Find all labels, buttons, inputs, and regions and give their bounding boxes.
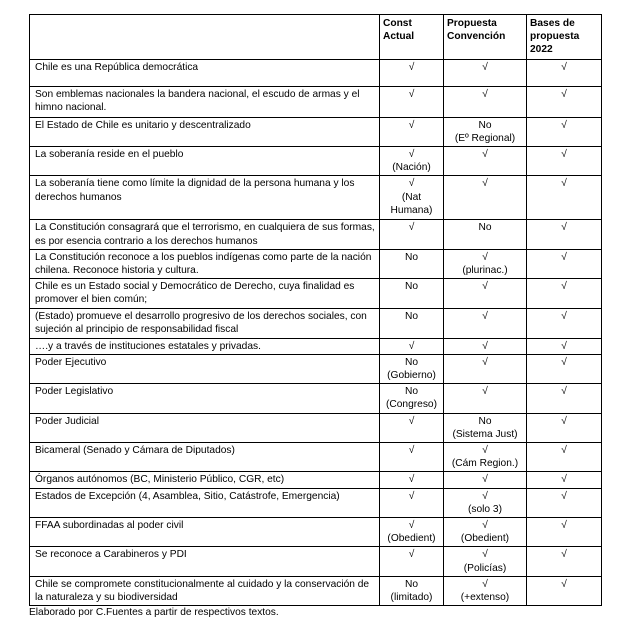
- table-row: [30, 518, 602, 547]
- row-statement: Estados de Excepción (4, Asamblea, Sitio, Catástrofe, Emergencia): [30, 488, 380, 517]
- cell-c3: [444, 86, 527, 117]
- table-row: [30, 354, 602, 383]
- cell-value: √: [408, 149, 415, 161]
- row-statement: La Constitución consagrará que el terrorismo, en cualquiera de sus formas, es por esencia contrario a los derechos humanos: [30, 220, 380, 249]
- cell-c4: [527, 59, 602, 86]
- cell-c2: [380, 249, 444, 278]
- table-row: [30, 576, 602, 605]
- row-statement: Son emblemas nacionales la bandera nacional, el escudo de armas y el himno nacional.: [30, 86, 380, 117]
- cell-value: No: [478, 119, 492, 131]
- cell-value: √: [561, 340, 567, 352]
- cell-value: √: [482, 474, 488, 486]
- cell-value: √: [482, 149, 488, 161]
- cell-c4: [527, 308, 602, 338]
- cell-value: √: [408, 88, 415, 100]
- cell-c2: [380, 518, 444, 547]
- cell-value: No: [478, 415, 492, 427]
- cell-c2: [380, 147, 444, 176]
- cell-value: √: [561, 251, 567, 263]
- cell-c4: [527, 249, 602, 278]
- cell-note: (Nación): [392, 162, 431, 174]
- cell-c2: [380, 176, 444, 220]
- cell-note: (Eº Regional): [454, 132, 516, 144]
- cell-value: √: [482, 578, 488, 590]
- cell-c3: [444, 547, 527, 576]
- cell-c4: [527, 413, 602, 442]
- table-row: [30, 338, 602, 354]
- cell-c4: [527, 279, 602, 308]
- cell-c3: [444, 338, 527, 354]
- cell-c4: [527, 220, 602, 249]
- cell-note: (Policías): [463, 562, 507, 574]
- cell-c4: [527, 472, 602, 488]
- cell-value: No: [404, 386, 419, 398]
- table-row: [30, 384, 602, 413]
- cell-c2: [380, 384, 444, 413]
- cell-c3: [444, 117, 527, 146]
- cell-c4: [527, 354, 602, 383]
- cell-value: √: [408, 340, 415, 352]
- cell-value: No: [404, 356, 419, 368]
- cell-value: No: [404, 310, 419, 322]
- row-statement: El Estado de Chile es unitario y descentralizado: [30, 117, 380, 146]
- cell-value: √: [561, 490, 567, 502]
- cell-note: (Cám Region.): [451, 458, 519, 470]
- row-statement: La soberanía reside en el pueblo: [30, 147, 380, 176]
- cell-c4: [527, 547, 602, 576]
- cell-c2: [380, 59, 444, 86]
- cell-value: √: [561, 474, 567, 486]
- table-row: [30, 279, 602, 308]
- table-row: [30, 488, 602, 517]
- cell-c4: [527, 576, 602, 605]
- cell-value: √: [561, 445, 567, 457]
- cell-value: No: [404, 251, 419, 263]
- table-row: [30, 308, 602, 338]
- row-statement: Bicameral (Senado y Cámara de Diputados): [30, 443, 380, 472]
- cell-value: √: [408, 474, 415, 486]
- cell-value: √: [482, 356, 488, 368]
- row-statement: Chile es un Estado social y Democrático de Derecho, cuya finalidad es promover el bien común;: [30, 279, 380, 308]
- cell-value: √: [561, 310, 567, 322]
- row-statement: La soberanía tiene como límite la dignidad de la persona humana y los derechos humanos: [30, 176, 380, 220]
- cell-value: √: [482, 445, 488, 457]
- cell-c4: [527, 117, 602, 146]
- cell-value: √: [561, 386, 567, 398]
- cell-value: √: [408, 178, 415, 190]
- cell-value: √: [482, 549, 488, 561]
- table-row: [30, 220, 602, 249]
- cell-note: (Gobierno): [387, 370, 436, 382]
- cell-c2: [380, 413, 444, 442]
- cell-c2: [380, 576, 444, 605]
- row-statement: ….y a través de instituciones estatales y privadas.: [30, 338, 380, 354]
- cell-c3: [444, 220, 527, 249]
- cell-c3: [444, 576, 527, 605]
- document-page: [29, 14, 601, 618]
- cell-value: √: [482, 490, 488, 502]
- cell-value: √: [408, 549, 415, 561]
- row-statement: Poder Judicial: [30, 413, 380, 442]
- cell-value: √: [482, 178, 488, 190]
- cell-c3: [444, 443, 527, 472]
- table-row: [30, 86, 602, 117]
- cell-c2: [380, 547, 444, 576]
- row-statement: (Estado) promueve el desarrollo progresivo de los derechos sociales, con sujeción al principio de responsabilidad fiscal: [30, 308, 380, 338]
- cell-c3: [444, 472, 527, 488]
- cell-note: (Obedient): [387, 533, 436, 545]
- cell-c2: [380, 354, 444, 383]
- cell-value: √: [482, 61, 488, 73]
- cell-c4: [527, 443, 602, 472]
- cell-value: √: [408, 415, 415, 427]
- cell-value: √: [408, 445, 415, 457]
- cell-c3: [444, 147, 527, 176]
- cell-c3: [444, 488, 527, 517]
- cell-c3: [444, 413, 527, 442]
- cell-value: √: [561, 520, 567, 532]
- header-propuesta-convencion: Propuesta Convención: [444, 15, 527, 60]
- cell-c3: [444, 518, 527, 547]
- cell-c4: [527, 176, 602, 220]
- comparison-table: [29, 14, 602, 606]
- cell-value: √: [561, 178, 567, 190]
- cell-note: (Sistema Just): [452, 428, 518, 440]
- cell-c2: [380, 472, 444, 488]
- cell-value: √: [561, 61, 567, 73]
- cell-c3: [444, 176, 527, 220]
- cell-note: (+extenso): [460, 592, 510, 604]
- cell-value: √: [561, 281, 567, 293]
- cell-note: (solo 3): [468, 503, 502, 515]
- cell-note: (Obedient): [460, 533, 510, 545]
- footnote: Elaborado por C.Fuentes a partir de respectivos textos.: [29, 607, 279, 619]
- table-row: [30, 249, 602, 278]
- cell-value: No: [404, 578, 419, 590]
- table-row: [30, 547, 602, 576]
- row-statement: Se reconoce a Carabineros y PDI: [30, 547, 380, 576]
- table-row: [30, 147, 602, 176]
- cell-value: √: [408, 222, 415, 234]
- cell-value: √: [561, 88, 567, 100]
- cell-value: √: [482, 88, 488, 100]
- cell-value: √: [482, 340, 488, 352]
- cell-c3: [444, 59, 527, 86]
- row-statement: Chile es una República democrática: [30, 59, 380, 86]
- cell-c3: [444, 354, 527, 383]
- cell-c4: [527, 384, 602, 413]
- cell-c2: [380, 488, 444, 517]
- cell-value: √: [408, 490, 415, 502]
- table-row: [30, 472, 602, 488]
- cell-value: √: [561, 119, 567, 131]
- table-row: [30, 59, 602, 86]
- cell-note: (Nat Humana): [390, 191, 433, 216]
- cell-value: √: [561, 549, 567, 561]
- row-statement: La Constitución reconoce a los pueblos indígenas como parte de la nación chilena. Reconoce historia y cultura.: [30, 249, 380, 278]
- cell-value: √: [482, 386, 488, 398]
- cell-value: √: [561, 149, 567, 161]
- cell-value: √: [482, 251, 488, 263]
- cell-note: (limitado): [390, 592, 433, 604]
- cell-c2: [380, 220, 444, 249]
- cell-c3: [444, 308, 527, 338]
- cell-c2: [380, 308, 444, 338]
- cell-value: √: [561, 356, 567, 368]
- cell-c2: [380, 338, 444, 354]
- table-row: [30, 176, 602, 220]
- cell-value: √: [482, 520, 488, 532]
- row-statement: Chile se compromete constitucionalmente al cuidado y la conservación de la naturaleza y su biodiversidad: [30, 576, 380, 605]
- cell-value: √: [561, 415, 567, 427]
- cell-value: √: [561, 578, 567, 590]
- row-statement: Poder Ejecutivo: [30, 354, 380, 383]
- cell-c4: [527, 488, 602, 517]
- cell-c2: [380, 279, 444, 308]
- cell-value: √: [482, 310, 488, 322]
- cell-c4: [527, 86, 602, 117]
- cell-c4: [527, 338, 602, 354]
- header-bases-propuesta: Bases de propuesta 2022: [527, 15, 602, 60]
- cell-c3: [444, 249, 527, 278]
- table-row: [30, 443, 602, 472]
- cell-value: √: [408, 119, 415, 131]
- table-header-row: [30, 15, 602, 60]
- header-blank: [30, 15, 380, 60]
- cell-c4: [527, 518, 602, 547]
- cell-c2: [380, 86, 444, 117]
- cell-value: √: [408, 61, 415, 73]
- cell-note: (Congreso): [386, 399, 437, 411]
- cell-note: (plurinac.): [462, 265, 508, 277]
- cell-c2: [380, 443, 444, 472]
- cell-value: √: [482, 281, 488, 293]
- cell-value: √: [561, 222, 567, 234]
- cell-c3: [444, 279, 527, 308]
- cell-value: No: [478, 222, 492, 234]
- cell-c2: [380, 117, 444, 146]
- table-row: [30, 117, 602, 146]
- row-statement: Poder Legislativo: [30, 384, 380, 413]
- row-statement: FFAA subordinadas al poder civil: [30, 518, 380, 547]
- header-const-actual: Const Actual: [380, 15, 444, 60]
- cell-value: √: [408, 520, 415, 532]
- cell-c4: [527, 147, 602, 176]
- cell-c3: [444, 384, 527, 413]
- table-row: [30, 413, 602, 442]
- cell-value: No: [404, 281, 419, 293]
- row-statement: Órganos autónomos (BC, Ministerio Público, CGR, etc): [30, 472, 380, 488]
